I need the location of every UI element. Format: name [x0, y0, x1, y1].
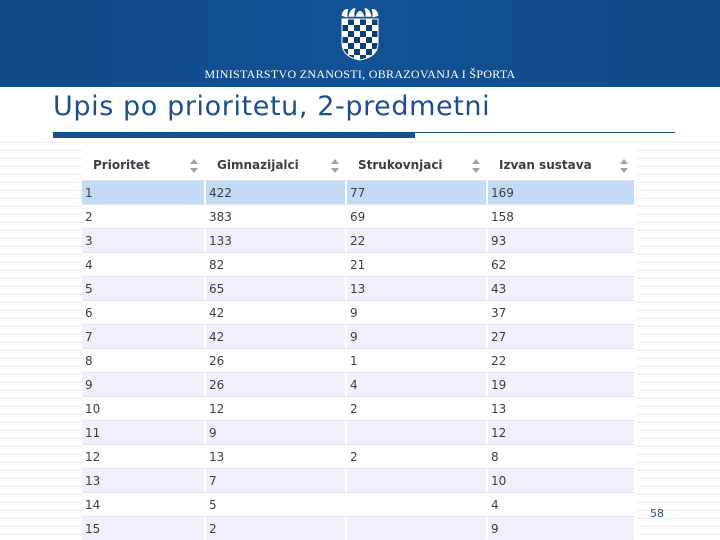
table-cell: 10 [82, 397, 206, 421]
table-row[interactable] [82, 301, 636, 325]
table-cell: 21 [347, 253, 488, 277]
table-cell: 37 [488, 301, 636, 325]
priority-table-container [82, 150, 636, 540]
table-row[interactable] [82, 421, 636, 445]
table-cell: 12 [206, 397, 347, 421]
table-row[interactable] [82, 277, 636, 301]
table-cell: 93 [488, 229, 636, 253]
slide-title: Upis po prioritetu, 2-predmetni [53, 91, 491, 122]
table-cell: 9 [347, 301, 488, 325]
table-row[interactable] [82, 253, 636, 277]
sort-icon[interactable] [190, 159, 198, 173]
title-underline-thick [53, 132, 415, 138]
sort-icon[interactable] [472, 159, 480, 173]
table-cell: 7 [206, 469, 347, 493]
table-cell: 2 [206, 517, 347, 540]
column-header-strukovnjaci[interactable] [347, 150, 488, 181]
table-cell: 62 [488, 253, 636, 277]
table-cell: 43 [488, 277, 636, 301]
table-cell: 8 [82, 349, 206, 373]
table-cell: 42 [206, 301, 347, 325]
table-row[interactable] [82, 325, 636, 349]
table-cell [347, 493, 488, 517]
priority-table [82, 150, 636, 540]
table-cell: 11 [82, 421, 206, 445]
table-cell: 82 [206, 253, 347, 277]
table-cell: 2 [347, 397, 488, 421]
table-row[interactable] [82, 205, 636, 229]
table-cell: 2 [347, 445, 488, 469]
table-row[interactable] [82, 445, 636, 469]
ministry-name: MINISTARSTVO ZNANOSTI, OBRAZOVANJA I ŠPORTA [204, 67, 516, 81]
table-cell: 9 [347, 325, 488, 349]
table-cell: 10 [488, 469, 636, 493]
table-cell: 3 [82, 229, 206, 253]
table-cell: 9 [82, 373, 206, 397]
table-cell: 13 [347, 277, 488, 301]
table-cell: 8 [488, 445, 636, 469]
table-cell: 15 [82, 517, 206, 540]
table-cell: 12 [488, 421, 636, 445]
table-cell: 27 [488, 325, 636, 349]
table-cell: 12 [82, 445, 206, 469]
table-cell: 9 [206, 421, 347, 445]
table-cell: 13 [82, 469, 206, 493]
table-cell: 383 [206, 205, 347, 229]
table-cell: 26 [206, 373, 347, 397]
slide-number: 58 [650, 507, 664, 520]
table-cell: 6 [82, 301, 206, 325]
table-cell: 2 [82, 205, 206, 229]
table-cell: 4 [347, 373, 488, 397]
table-row[interactable] [82, 349, 636, 373]
table-cell: 5 [82, 277, 206, 301]
column-header-prioritet[interactable] [82, 150, 206, 181]
table-cell: 13 [206, 445, 347, 469]
table-cell: 9 [488, 517, 636, 540]
sort-icon[interactable] [620, 159, 628, 173]
table-row[interactable] [82, 517, 636, 540]
table-cell: 77 [347, 181, 488, 205]
header-band [0, 0, 720, 87]
table-row[interactable] [82, 229, 636, 253]
table-cell: 69 [347, 205, 488, 229]
column-header-label: Prioritet [93, 158, 150, 172]
table-cell: 133 [206, 229, 347, 253]
column-header-label: Gimnazijalci [217, 158, 299, 172]
croatian-coat-of-arms-icon [338, 5, 382, 61]
table-cell: 158 [488, 205, 636, 229]
table-row[interactable] [82, 493, 636, 517]
table-cell: 42 [206, 325, 347, 349]
title-underline-thin [415, 132, 675, 133]
table-cell: 13 [488, 397, 636, 421]
table-cell: 22 [488, 349, 636, 373]
column-header-label: Izvan sustava [499, 158, 592, 172]
table-cell: 4 [82, 253, 206, 277]
table-cell: 22 [347, 229, 488, 253]
table-cell: 26 [206, 349, 347, 373]
table-cell [347, 469, 488, 493]
table-cell: 65 [206, 277, 347, 301]
table-cell: 169 [488, 181, 636, 205]
table-cell: 5 [206, 493, 347, 517]
column-header-izvan-sustava[interactable] [488, 150, 636, 181]
column-header-label: Strukovnjaci [358, 158, 443, 172]
table-body [82, 181, 636, 540]
table-row[interactable] [82, 181, 636, 205]
column-header-gimnazijalci[interactable] [206, 150, 347, 181]
table-cell: 4 [488, 493, 636, 517]
table-cell: 7 [82, 325, 206, 349]
table-cell: 19 [488, 373, 636, 397]
table-cell [347, 517, 488, 540]
table-cell: 14 [82, 493, 206, 517]
table-header-row [82, 150, 636, 181]
table-row[interactable] [82, 373, 636, 397]
table-cell: 1 [82, 181, 206, 205]
table-row[interactable] [82, 469, 636, 493]
table-cell [347, 421, 488, 445]
table-cell: 422 [206, 181, 347, 205]
sort-icon[interactable] [331, 159, 339, 173]
table-cell: 1 [347, 349, 488, 373]
table-row[interactable] [82, 397, 636, 421]
